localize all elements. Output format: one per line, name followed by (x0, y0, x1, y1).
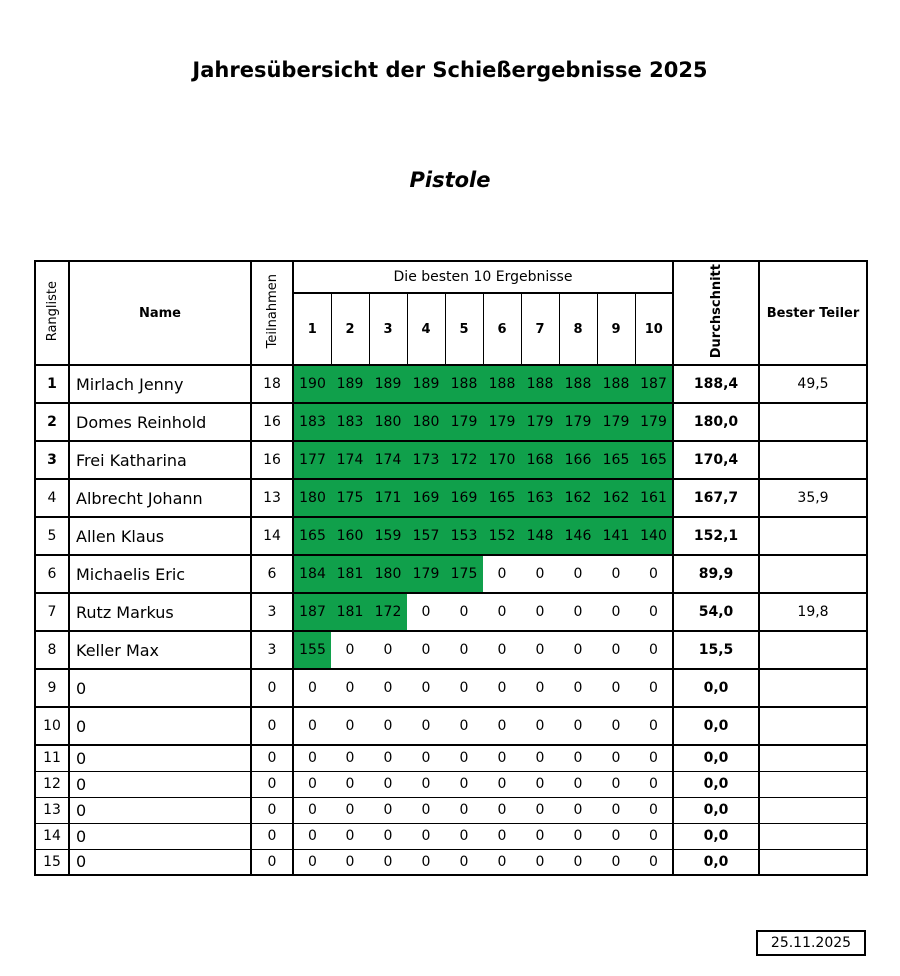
name-cell: 0 (69, 771, 251, 797)
score-cell: 0 (521, 797, 559, 823)
score-cell: 0 (445, 707, 483, 745)
score-cell: 165 (635, 441, 673, 479)
name-cell: Keller Max (69, 631, 251, 669)
score-cell: 153 (445, 517, 483, 555)
score-cell: 160 (331, 517, 369, 555)
participations-cell: 0 (251, 707, 293, 745)
score-cell: 165 (597, 441, 635, 479)
participations-cell: 13 (251, 479, 293, 517)
discipline-subtitle: Pistole (409, 168, 491, 192)
score-cell: 173 (407, 441, 445, 479)
average-cell: 188,4 (673, 365, 759, 403)
score-cell: 0 (445, 669, 483, 707)
score-cell: 0 (369, 771, 407, 797)
score-cell: 179 (597, 403, 635, 441)
rank-cell: 5 (35, 517, 69, 555)
score-cell: 0 (635, 631, 673, 669)
average-cell: 0,0 (673, 797, 759, 823)
score-cell: 0 (597, 745, 635, 771)
score-cell: 0 (293, 797, 331, 823)
average-cell: 0,0 (673, 745, 759, 771)
best-teiler-cell (759, 707, 867, 745)
score-cell: 170 (483, 441, 521, 479)
table-row (35, 707, 867, 745)
score-cell: 0 (597, 797, 635, 823)
average-cell: 0,0 (673, 849, 759, 875)
score-cell: 179 (521, 403, 559, 441)
participations-cell: 0 (251, 797, 293, 823)
score-cell: 0 (369, 631, 407, 669)
name-cell: 0 (69, 745, 251, 771)
name-cell: 0 (69, 823, 251, 849)
best-teiler-cell (759, 797, 867, 823)
score-cell: 0 (407, 823, 445, 849)
table-row (35, 849, 867, 875)
score-cell: 163 (521, 479, 559, 517)
average-cell: 0,0 (673, 669, 759, 707)
score-cell: 148 (521, 517, 559, 555)
best-teiler-cell (759, 403, 867, 441)
table-row (35, 669, 867, 707)
score-cell: 0 (407, 669, 445, 707)
score-cell: 172 (445, 441, 483, 479)
score-cell: 0 (635, 707, 673, 745)
score-cell: 179 (635, 403, 673, 441)
average-cell: 167,7 (673, 479, 759, 517)
score-cell: 0 (445, 849, 483, 875)
score-cell: 0 (559, 593, 597, 631)
participations-header: Teilnahmen (251, 261, 293, 365)
score-cell: 0 (597, 771, 635, 797)
rank-cell: 8 (35, 631, 69, 669)
results-table (34, 260, 868, 876)
average-cell: 54,0 (673, 593, 759, 631)
score-col-7-header: 7 (521, 293, 559, 365)
score-cell: 152 (483, 517, 521, 555)
participations-cell: 0 (251, 745, 293, 771)
participations-cell: 16 (251, 441, 293, 479)
score-cell: 0 (521, 823, 559, 849)
score-cell: 177 (293, 441, 331, 479)
score-cell: 0 (331, 631, 369, 669)
score-cell: 0 (521, 555, 559, 593)
score-cell: 0 (483, 849, 521, 875)
score-cell: 180 (369, 403, 407, 441)
score-col-8-header: 8 (559, 293, 597, 365)
score-cell: 0 (559, 555, 597, 593)
score-cell: 0 (407, 797, 445, 823)
name-cell: 0 (69, 669, 251, 707)
table-row (35, 365, 867, 403)
score-cell: 0 (597, 593, 635, 631)
score-cell: 0 (521, 849, 559, 875)
score-cell: 157 (407, 517, 445, 555)
score-cell: 0 (293, 745, 331, 771)
date-box: 25.11.2025 (756, 930, 866, 956)
score-col-5-header: 5 (445, 293, 483, 365)
rank-cell: 14 (35, 823, 69, 849)
best-teiler-cell: 49,5 (759, 365, 867, 403)
score-cell: 0 (597, 631, 635, 669)
participations-cell: 0 (251, 669, 293, 707)
name-cell: Domes Reinhold (69, 403, 251, 441)
score-cell: 0 (293, 707, 331, 745)
score-cell: 0 (635, 745, 673, 771)
rank-cell: 15 (35, 849, 69, 875)
score-cell: 190 (293, 365, 331, 403)
score-cell: 161 (635, 479, 673, 517)
score-cell: 141 (597, 517, 635, 555)
table-row (35, 593, 867, 631)
participations-cell: 16 (251, 403, 293, 441)
rank-cell: 6 (35, 555, 69, 593)
name-cell: 0 (69, 707, 251, 745)
score-cell: 0 (597, 849, 635, 875)
average-cell: 15,5 (673, 631, 759, 669)
score-cell: 187 (293, 593, 331, 631)
score-cell: 0 (483, 555, 521, 593)
score-cell: 0 (559, 707, 597, 745)
score-cell: 0 (445, 593, 483, 631)
score-col-10-header: 10 (635, 293, 673, 365)
score-cell: 0 (635, 593, 673, 631)
score-cell: 0 (559, 745, 597, 771)
score-cell: 0 (559, 669, 597, 707)
score-cell: 175 (445, 555, 483, 593)
rank-header: Rangliste (35, 261, 69, 365)
best-teiler-header: Bester Teiler (759, 261, 867, 365)
table-row (35, 441, 867, 479)
average-cell: 89,9 (673, 555, 759, 593)
score-cell: 165 (293, 517, 331, 555)
average-cell: 180,0 (673, 403, 759, 441)
score-cell: 188 (597, 365, 635, 403)
score-cell: 174 (369, 441, 407, 479)
score-col-3-header: 3 (369, 293, 407, 365)
name-header: Name (69, 261, 251, 365)
name-cell: Allen Klaus (69, 517, 251, 555)
score-cell: 169 (445, 479, 483, 517)
score-cell: 162 (559, 479, 597, 517)
score-cell: 188 (521, 365, 559, 403)
rank-cell: 4 (35, 479, 69, 517)
score-cell: 0 (597, 707, 635, 745)
score-cell: 169 (407, 479, 445, 517)
best-teiler-cell (759, 849, 867, 875)
score-cell: 146 (559, 517, 597, 555)
participations-cell: 3 (251, 593, 293, 631)
score-cell: 172 (369, 593, 407, 631)
rank-cell: 7 (35, 593, 69, 631)
score-cell: 0 (445, 745, 483, 771)
best-teiler-cell (759, 555, 867, 593)
score-cell: 0 (369, 849, 407, 875)
score-cell: 189 (369, 365, 407, 403)
score-cell: 0 (635, 797, 673, 823)
participations-cell: 18 (251, 365, 293, 403)
score-cell: 155 (293, 631, 331, 669)
best-teiler-cell (759, 823, 867, 849)
score-cell: 179 (483, 403, 521, 441)
table-row (35, 555, 867, 593)
participations-cell: 0 (251, 771, 293, 797)
score-cell: 0 (521, 631, 559, 669)
participations-cell: 3 (251, 631, 293, 669)
score-cell: 0 (635, 669, 673, 707)
rank-cell: 2 (35, 403, 69, 441)
score-cell: 0 (483, 771, 521, 797)
score-cell: 0 (369, 669, 407, 707)
header-row (35, 261, 867, 293)
name-cell: 0 (69, 797, 251, 823)
score-cell: 0 (483, 593, 521, 631)
table-row (35, 517, 867, 555)
score-cell: 0 (559, 823, 597, 849)
table-row (35, 745, 867, 771)
score-cell: 189 (331, 365, 369, 403)
table-row (35, 823, 867, 849)
score-cell: 0 (331, 849, 369, 875)
score-cell: 184 (293, 555, 331, 593)
score-cell: 0 (521, 745, 559, 771)
rank-cell: 13 (35, 797, 69, 823)
score-cell: 0 (445, 631, 483, 669)
score-cell: 0 (635, 555, 673, 593)
score-cell: 183 (293, 403, 331, 441)
rank-cell: 1 (35, 365, 69, 403)
score-cell: 175 (331, 479, 369, 517)
score-col-9-header: 9 (597, 293, 635, 365)
score-cell: 0 (483, 823, 521, 849)
score-cell: 0 (597, 669, 635, 707)
score-cell: 0 (635, 823, 673, 849)
score-cell: 0 (483, 707, 521, 745)
score-cell: 0 (331, 823, 369, 849)
score-col-4-header: 4 (407, 293, 445, 365)
name-cell: Michaelis Eric (69, 555, 251, 593)
score-cell: 0 (331, 771, 369, 797)
score-cell: 179 (445, 403, 483, 441)
table-row (35, 631, 867, 669)
score-col-6-header: 6 (483, 293, 521, 365)
rank-cell: 10 (35, 707, 69, 745)
best-teiler-cell (759, 517, 867, 555)
score-cell: 0 (445, 823, 483, 849)
score-cell: 0 (483, 669, 521, 707)
score-cell: 0 (521, 707, 559, 745)
score-cell: 179 (407, 555, 445, 593)
name-cell: Rutz Markus (69, 593, 251, 631)
score-cell: 159 (369, 517, 407, 555)
average-cell: 0,0 (673, 823, 759, 849)
score-cell: 140 (635, 517, 673, 555)
score-cell: 0 (559, 771, 597, 797)
score-cell: 0 (483, 797, 521, 823)
best-teiler-cell (759, 441, 867, 479)
score-cell: 180 (293, 479, 331, 517)
average-cell: 170,4 (673, 441, 759, 479)
score-cell: 162 (597, 479, 635, 517)
score-cell: 0 (483, 631, 521, 669)
score-cell: 0 (559, 797, 597, 823)
name-cell: Frei Katharina (69, 441, 251, 479)
score-cell: 0 (559, 849, 597, 875)
participations-cell: 14 (251, 517, 293, 555)
score-cell: 0 (483, 745, 521, 771)
best-teiler-cell (759, 745, 867, 771)
name-cell: 0 (69, 849, 251, 875)
best-teiler-cell: 35,9 (759, 479, 867, 517)
best-teiler-cell (759, 771, 867, 797)
score-cell: 188 (559, 365, 597, 403)
score-cell: 0 (407, 745, 445, 771)
score-col-1-header: 1 (293, 293, 331, 365)
score-cell: 0 (407, 631, 445, 669)
score-cell: 0 (331, 707, 369, 745)
score-cell: 0 (331, 797, 369, 823)
table-row (35, 403, 867, 441)
rank-cell: 9 (35, 669, 69, 707)
score-cell: 0 (369, 823, 407, 849)
score-cell: 180 (369, 555, 407, 593)
score-cell: 0 (369, 797, 407, 823)
score-col-2-header: 2 (331, 293, 369, 365)
score-cell: 0 (521, 771, 559, 797)
rank-cell: 3 (35, 441, 69, 479)
average-cell: 152,1 (673, 517, 759, 555)
score-cell: 0 (521, 593, 559, 631)
score-cell: 171 (369, 479, 407, 517)
score-cell: 0 (635, 771, 673, 797)
score-cell: 0 (331, 745, 369, 771)
page-title: Jahresübersicht der Schießergebnisse 2025 (192, 58, 708, 82)
name-cell: Albrecht Johann (69, 479, 251, 517)
average-cell: 0,0 (673, 771, 759, 797)
participations-cell: 0 (251, 849, 293, 875)
table-row (35, 771, 867, 797)
score-cell: 0 (407, 593, 445, 631)
score-cell: 0 (635, 849, 673, 875)
score-cell: 0 (369, 707, 407, 745)
score-cell: 166 (559, 441, 597, 479)
score-cell: 165 (483, 479, 521, 517)
score-cell: 0 (293, 669, 331, 707)
score-cell: 0 (597, 823, 635, 849)
table-row (35, 797, 867, 823)
table-row (35, 479, 867, 517)
score-cell: 174 (331, 441, 369, 479)
score-cell: 0 (407, 707, 445, 745)
score-cell: 0 (407, 771, 445, 797)
score-cell: 0 (521, 669, 559, 707)
score-cell: 0 (331, 669, 369, 707)
score-cell: 0 (445, 771, 483, 797)
rank-cell: 12 (35, 771, 69, 797)
best-teiler-cell (759, 631, 867, 669)
average-cell: 0,0 (673, 707, 759, 745)
score-cell: 189 (407, 365, 445, 403)
score-cell: 188 (445, 365, 483, 403)
name-cell: Mirlach Jenny (69, 365, 251, 403)
average-header: Durchschnitt (673, 261, 759, 365)
score-cell: 168 (521, 441, 559, 479)
score-cell: 181 (331, 593, 369, 631)
score-cell: 0 (293, 771, 331, 797)
score-cell: 0 (293, 849, 331, 875)
participations-cell: 0 (251, 823, 293, 849)
score-cell: 0 (445, 797, 483, 823)
best-teiler-cell: 19,8 (759, 593, 867, 631)
score-cell: 180 (407, 403, 445, 441)
best-teiler-cell (759, 669, 867, 707)
score-cell: 187 (635, 365, 673, 403)
score-cell: 181 (331, 555, 369, 593)
participations-cell: 6 (251, 555, 293, 593)
score-cell: 0 (597, 555, 635, 593)
score-cell: 0 (407, 849, 445, 875)
score-cell: 183 (331, 403, 369, 441)
score-cell: 188 (483, 365, 521, 403)
score-cell: 179 (559, 403, 597, 441)
best10-header: Die besten 10 Ergebnisse (293, 261, 673, 293)
score-cell: 0 (369, 745, 407, 771)
score-cell: 0 (559, 631, 597, 669)
score-cell: 0 (293, 823, 331, 849)
rank-cell: 11 (35, 745, 69, 771)
